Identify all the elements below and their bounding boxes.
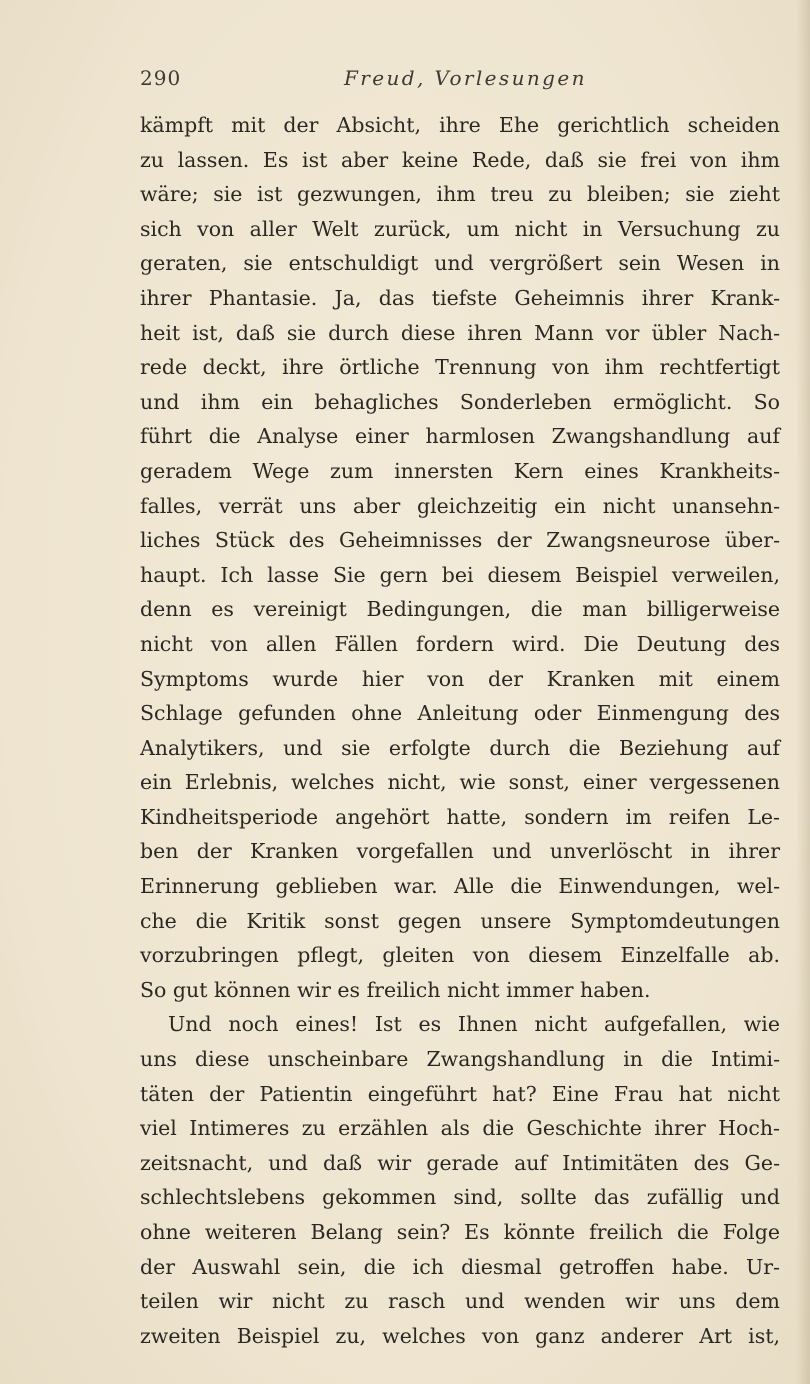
text-line: der Auswahl sein, die ich diesmal getroffen habe. Ur- xyxy=(140,1254,780,1279)
body-text xyxy=(140,108,780,1353)
text-line: ein Erlebnis, welches nicht, wie sonst, einer vergessenen xyxy=(140,770,780,795)
text-line: che die Kritik sonst gegen unsere Symptomdeutungen xyxy=(140,908,780,933)
text-line: geraten, sie entschuldigt und vergrößert sein Wesen in xyxy=(140,251,780,276)
text-line: zu lassen. Es ist aber keine Rede, daß sie frei von ihm xyxy=(140,147,780,172)
text-line: liches Stück des Geheimnisses der Zwangsneurose über- xyxy=(140,528,780,553)
text-line: ihrer Phantasie. Ja, das tiefste Geheimnis ihrer Krank- xyxy=(140,285,780,310)
text-line: Kindheitsperiode angehört hatte, sondern im reifen Le- xyxy=(140,804,780,829)
text-line: geradem Wege zum innersten Kern eines Krankheits- xyxy=(140,458,780,483)
text-line: viel Intimeres zu erzählen als die Geschichte ihrer Hoch- xyxy=(140,1116,780,1141)
text-line: vorzubringen pflegt, gleiten von diesem Einzelfalle ab. xyxy=(140,943,780,968)
text-line: Schlage gefunden ohne Anleitung oder Einmengung des xyxy=(140,701,780,726)
text-line: und ihm ein behagliches Sonderleben ermöglicht. So xyxy=(140,389,780,414)
page-edge-shadow xyxy=(796,0,810,1384)
text-line: ohne weiteren Belang sein? Es könnte freilich die Folge xyxy=(140,1220,780,1244)
text-line: teilen wir nicht zu rasch und wenden wir uns dem xyxy=(140,1289,780,1314)
text-line: rede deckt, ihre örtliche Trennung von ihm rechtfertigt xyxy=(140,355,780,380)
text-line: Erinnerung geblieben war. Alle die Einwendungen, wel- xyxy=(140,874,780,899)
text-line: Symptoms wurde hier von der Kranken mit einem xyxy=(140,666,780,691)
text-line: kämpft mit der Absicht, ihre Ehe gerichtlich scheiden xyxy=(140,113,780,137)
text-line: falles, verrät uns aber gleichzeitig ein nicht unansehn- xyxy=(140,493,780,518)
text-line: denn es vereinigt Bedingungen, die man billigerweise xyxy=(140,597,780,622)
text-line: So gut können wir es freilich nicht immer haben. xyxy=(140,977,651,1002)
page-number: 290 xyxy=(140,66,182,90)
text-line: Und noch eines! Ist es Ihnen nicht aufgefallen, wie xyxy=(168,1012,780,1037)
text-line: zweiten Beispiel zu, welches von ganz anderer Art ist, xyxy=(140,1323,780,1348)
text-line: täten der Patientin eingeführt hat? Eine Frau hat nicht xyxy=(140,1081,780,1106)
text-line: schlechtslebens gekommen sind, sollte das zufällig und xyxy=(140,1185,780,1210)
text-line: ben der Kranken vorgefallen und unverlöscht in ihrer xyxy=(140,839,780,864)
text-line: führt die Analyse einer harmlosen Zwangshandlung auf xyxy=(140,424,780,449)
running-head: Freud, Vorlesungen xyxy=(344,66,587,90)
text-line: sich von aller Welt zurück, um nicht in Versuchung zu xyxy=(140,216,780,241)
text-line: heit ist, daß sie durch diese ihren Mann vor übler Nach- xyxy=(140,320,780,345)
text-line: wäre; sie ist gezwungen, ihm treu zu bleiben; sie zieht xyxy=(140,182,780,207)
text-line: haupt. Ich lasse Sie gern bei diesem Beispiel verweilen, xyxy=(140,562,780,587)
text-line: uns diese unscheinbare Zwangshandlung in die Intimi- xyxy=(140,1047,780,1072)
text-line: zeitsnacht, und daß wir gerade auf Intimitäten des Ge- xyxy=(140,1150,780,1175)
text-line: nicht von allen Fällen fordern wird. Die Deutung des xyxy=(140,631,780,656)
page-header xyxy=(140,66,780,96)
text-line: Analytikers, und sie erfolgte durch die Beziehung auf xyxy=(140,735,780,760)
